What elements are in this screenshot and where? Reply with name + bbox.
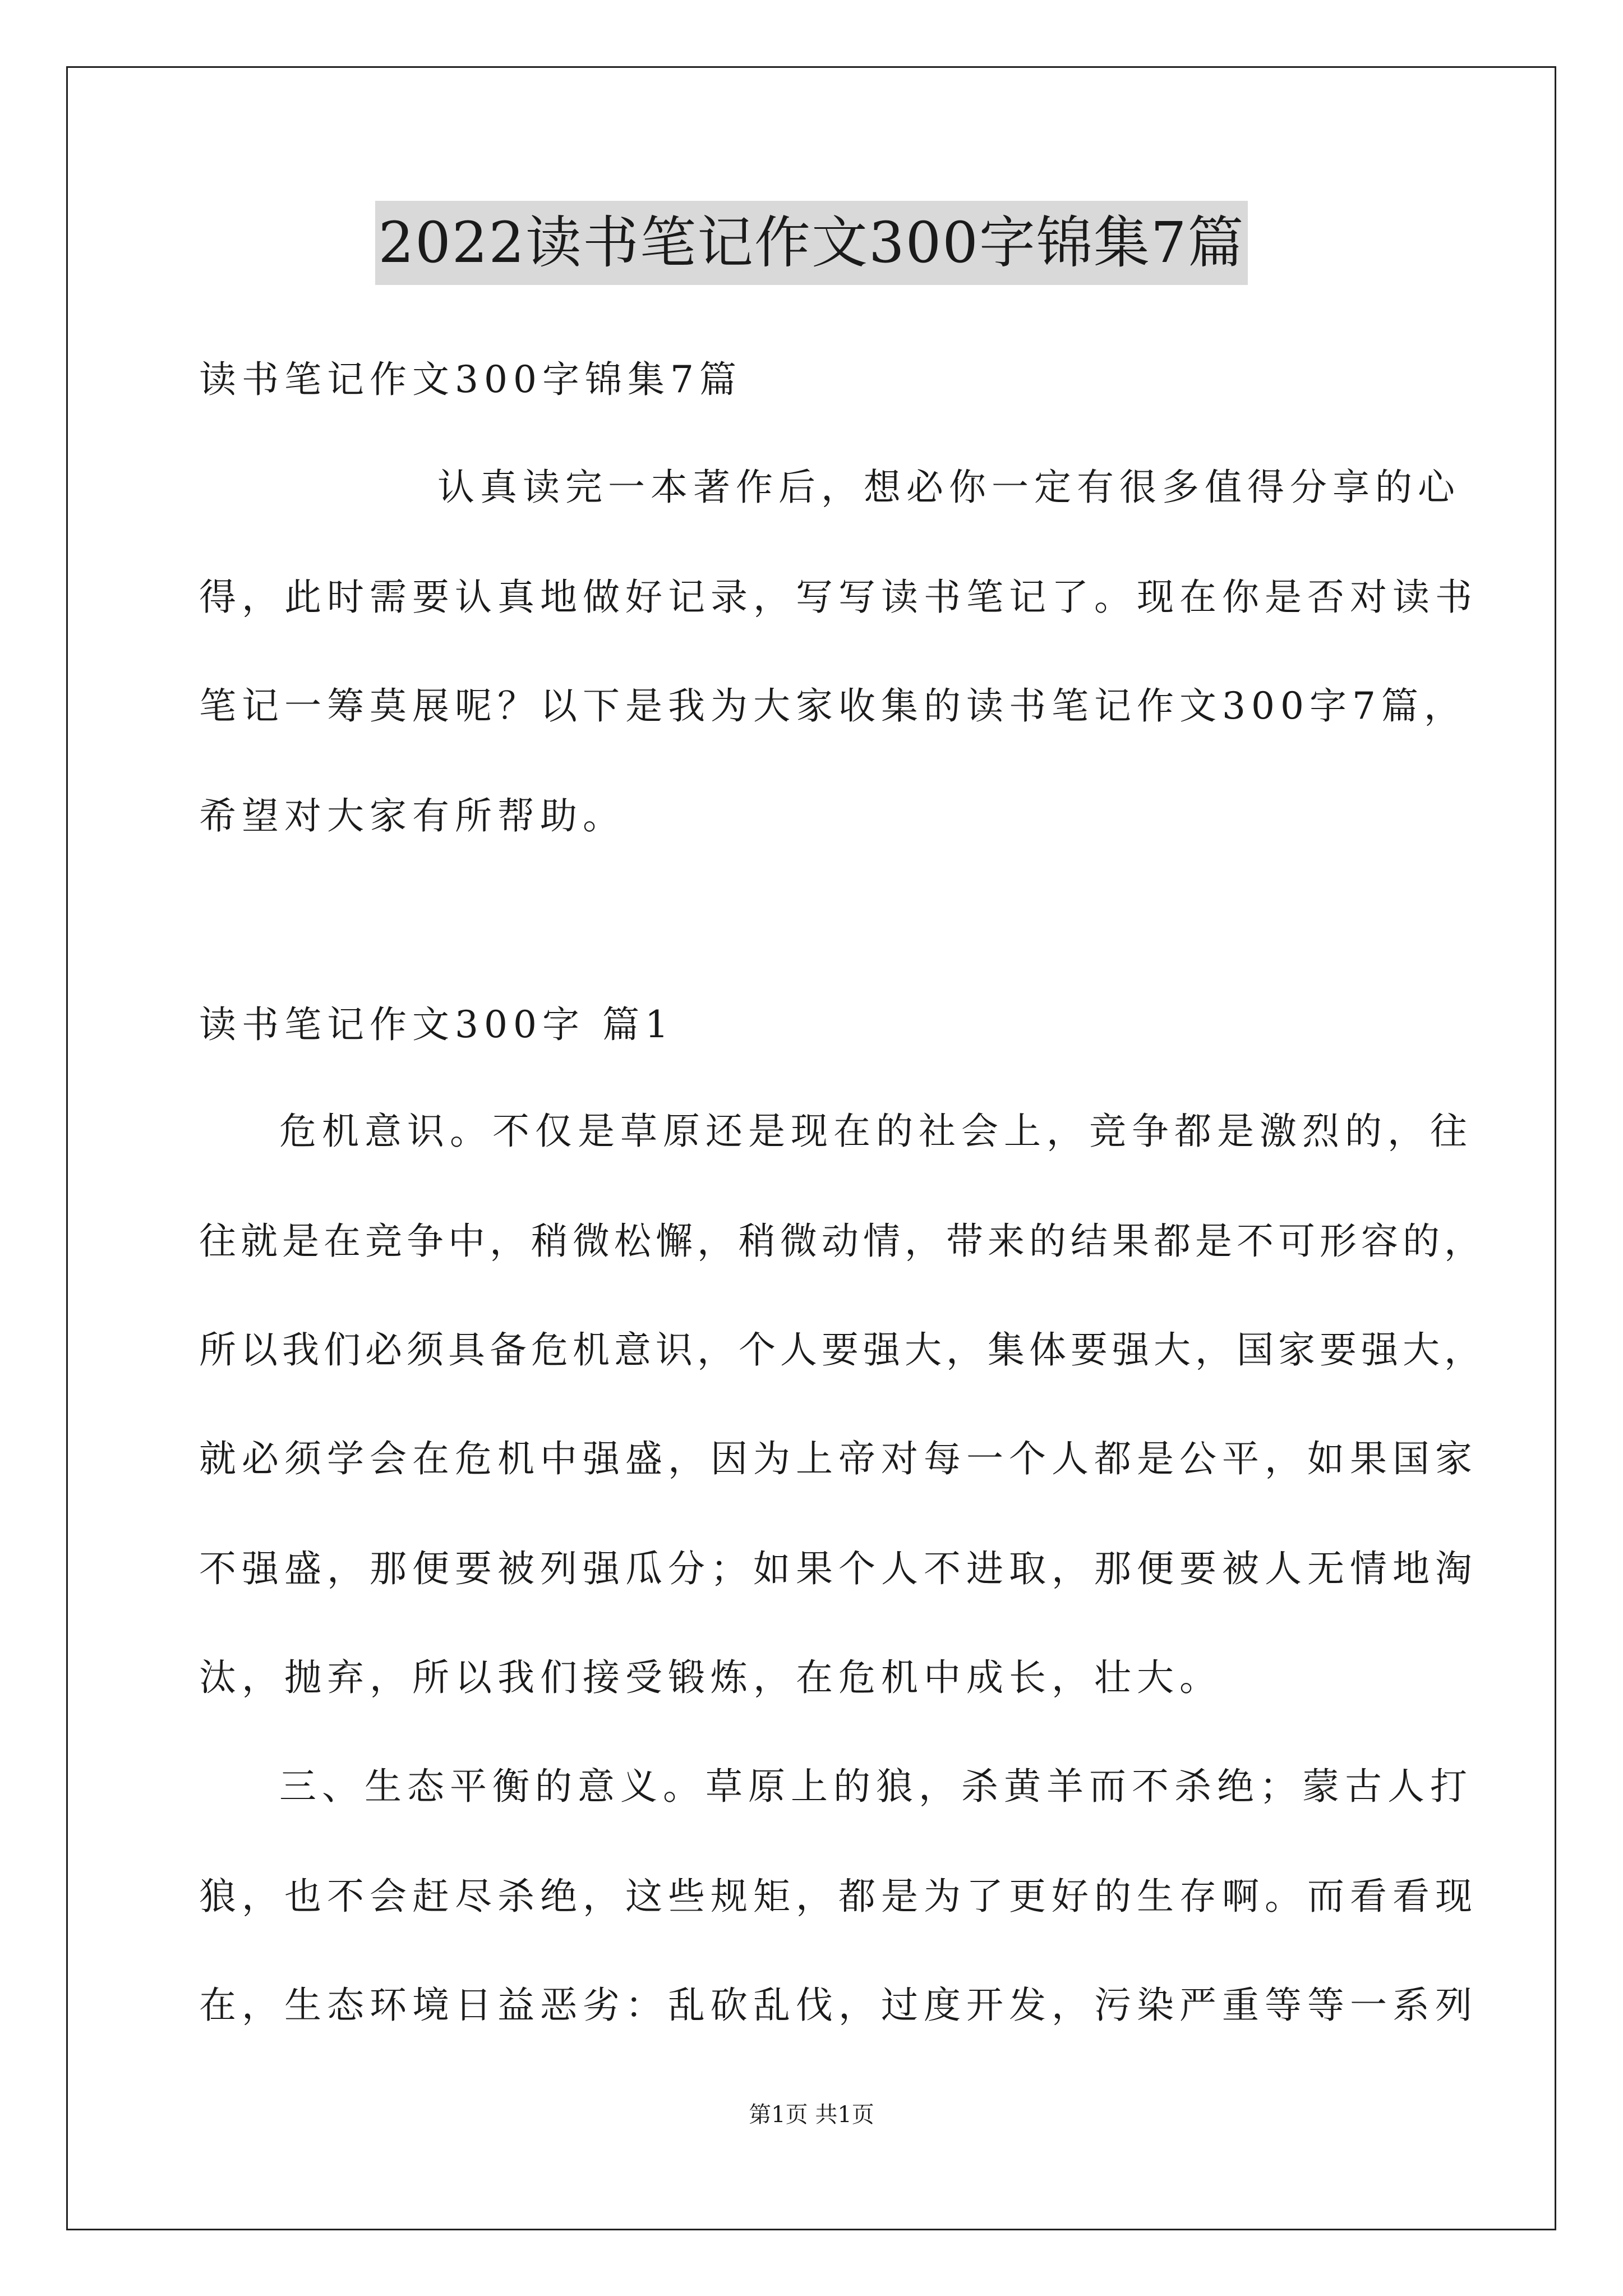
body-line-4: 就必须学会在危机中强盛，因为上帝对每一个人都是公平，如果国家 [199,1437,1478,1480]
body-line-3: 所以我们必须具备危机意识，个人要强大，集体要强大，国家要强大， [199,1328,1486,1372]
subtitle-line: 读书笔记作文300字锦集7篇 [199,358,742,401]
intro-line-4: 希望对大家有所帮助。 [199,794,625,838]
page-footer: 第1页 共1页 [749,2102,874,2128]
body-line-6: 汰，抛弃，所以我们接受锻炼，在危机中成长，壮大。 [199,1656,1222,1699]
intro-line-1: 认真读完一本著作后，想必你一定有很多值得分享的心 [437,466,1460,509]
body-line-2: 往就是在竞争中，稍微松懈，稍微动情，带来的结果都是不可形容的， [199,1220,1486,1263]
document-title: 2022读书笔记作文300字锦集7篇 [375,201,1248,285]
intro-line-2: 得，此时需要认真地做好记录，写写读书笔记了。现在你是否对读书 [199,576,1478,619]
body-line-8: 狼，也不会赶尽杀绝，这些规矩，都是为了更好的生存啊。而看看现 [199,1875,1478,1918]
body-line-7: 三、生态平衡的意义。草原上的狼，杀黄羊而不杀绝；蒙古人打 [279,1765,1473,1808]
body-line-1: 危机意识。不仅是草原还是现在的社会上，竞争都是激烈的，往 [279,1110,1473,1153]
intro-line-3: 笔记一筹莫展呢？以下是我为大家收集的读书笔记作文300字7篇， [199,684,1467,728]
body-line-5: 不强盛，那便要被列强瓜分；如果个人不进取，那便要被人无情地淘 [199,1547,1478,1590]
body-line-9: 在，生态环境日益恶劣：乱砍乱伐，过度开发，污染严重等等一系列 [199,1984,1478,2027]
title-area [0,201,1623,285]
section-heading-1: 读书笔记作文300字 篇1 [199,1003,674,1046]
